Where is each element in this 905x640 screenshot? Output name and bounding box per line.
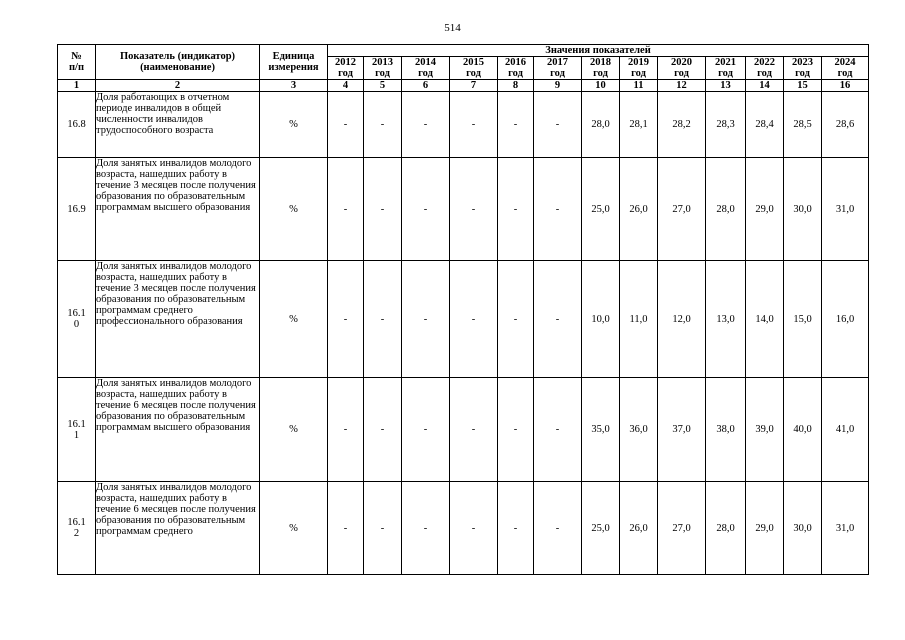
column-number: 8 [498, 80, 534, 92]
value-cell-2021: 28,3 [706, 92, 746, 158]
value-cell-2018: 10,0 [582, 261, 620, 378]
value-cell-2014: - [402, 261, 450, 378]
value-cell-2020: 27,0 [658, 158, 706, 261]
unit-cell: % [260, 378, 328, 482]
indicator-name: Доля занятых инвалидов молодого возраста, нашедших работу в течение 6 месяцев после получения образования по образовательным программам высшего образования [96, 378, 260, 482]
header-values-group: Значения показателей [328, 45, 869, 57]
header-year-suffix: год [466, 68, 481, 79]
column-number: 12 [658, 80, 706, 92]
value-cell-2021: 38,0 [706, 378, 746, 482]
header-year-suffix: год [338, 68, 353, 79]
row-number: 16.1 1 [58, 378, 96, 482]
value-cell-2014: - [402, 158, 450, 261]
column-number: 5 [364, 80, 402, 92]
value-cell-2019: 36,0 [620, 378, 658, 482]
value-cell-2012: - [328, 261, 364, 378]
value-cell-2022: 28,4 [746, 92, 784, 158]
table-body [58, 92, 869, 575]
page-number: 514 [444, 22, 461, 34]
indicator-name: Доля работающих в отчетном периоде инвалидов в общей численности инвалидов трудоспособного возраста [96, 92, 260, 158]
header-year-2013 [364, 57, 402, 80]
unit-cell: % [260, 92, 328, 158]
column-number: 3 [260, 80, 328, 92]
row-number: 16.8 [58, 92, 96, 158]
header-year-suffix: год [718, 68, 733, 79]
header-year-number: 2014 [415, 57, 436, 68]
value-cell-2017: - [534, 482, 582, 575]
indicators-table [57, 44, 869, 575]
header-indicator: Показатель (индикатор) (наименование) [96, 45, 260, 80]
header-year-2024 [822, 57, 869, 80]
value-cell-2016: - [498, 158, 534, 261]
column-number: 1 [58, 80, 96, 92]
header-year-number: 2013 [372, 57, 393, 68]
table-row [58, 482, 869, 575]
header-year-2019 [620, 57, 658, 80]
value-cell-2015: - [450, 482, 498, 575]
value-cell-2016: - [498, 92, 534, 158]
value-cell-2024: 41,0 [822, 378, 869, 482]
row-number: 16.1 2 [58, 482, 96, 575]
header-num: № п/п [58, 45, 96, 80]
table-row [58, 92, 869, 158]
value-cell-2024: 28,6 [822, 92, 869, 158]
column-number: 7 [450, 80, 498, 92]
header-year-suffix: год [508, 68, 523, 79]
value-cell-2013: - [364, 378, 402, 482]
indicator-name: Доля занятых инвалидов молодого возраста, нашедших работу в течение 3 месяцев после получения образования по образовательным программам высшего образования [96, 158, 260, 261]
header-year-suffix: год [674, 68, 689, 79]
table-row [58, 158, 869, 261]
column-number: 15 [784, 80, 822, 92]
header-year-suffix: год [837, 68, 853, 79]
header-year-number: 2017 [547, 57, 568, 68]
value-cell-2016: - [498, 261, 534, 378]
header-year-suffix: год [375, 68, 390, 79]
value-cell-2018: 35,0 [582, 378, 620, 482]
column-number: 4 [328, 80, 364, 92]
row-number: 16.9 [58, 158, 96, 261]
value-cell-2014: - [402, 92, 450, 158]
value-cell-2014: - [402, 482, 450, 575]
value-cell-2015: - [450, 378, 498, 482]
header-year-number: 2023 [792, 57, 813, 68]
value-cell-2012: - [328, 92, 364, 158]
header-year-number: 2016 [505, 57, 526, 68]
header-year-number: 2018 [590, 57, 611, 68]
value-cell-2020: 12,0 [658, 261, 706, 378]
value-cell-2024: 31,0 [822, 482, 869, 575]
value-cell-2018: 25,0 [582, 158, 620, 261]
header-year-number: 2022 [754, 57, 775, 68]
header-year-number: 2020 [671, 57, 692, 68]
column-number: 2 [96, 80, 260, 92]
header-year-2014 [402, 57, 450, 80]
value-cell-2024: 31,0 [822, 158, 869, 261]
value-cell-2023: 40,0 [784, 378, 822, 482]
value-cell-2013: - [364, 261, 402, 378]
value-cell-2022: 29,0 [746, 158, 784, 261]
value-cell-2019: 28,1 [620, 92, 658, 158]
header-year-2015 [450, 57, 498, 80]
column-number: 16 [822, 80, 869, 92]
header-year-2018 [582, 57, 620, 80]
header-year-2017 [534, 57, 582, 80]
header-year-suffix: год [550, 68, 565, 79]
header-year-number: 2015 [463, 57, 484, 68]
value-cell-2023: 15,0 [784, 261, 822, 378]
value-cell-2015: - [450, 261, 498, 378]
value-cell-2019: 11,0 [620, 261, 658, 378]
value-cell-2018: 28,0 [582, 92, 620, 158]
value-cell-2024: 16,0 [822, 261, 869, 378]
column-number: 13 [706, 80, 746, 92]
column-number: 11 [620, 80, 658, 92]
unit-cell: % [260, 158, 328, 261]
header-year-2020 [658, 57, 706, 80]
value-cell-2013: - [364, 92, 402, 158]
value-cell-2021: 13,0 [706, 261, 746, 378]
value-cell-2012: - [328, 158, 364, 261]
value-cell-2022: 29,0 [746, 482, 784, 575]
value-cell-2020: 28,2 [658, 92, 706, 158]
value-cell-2016: - [498, 482, 534, 575]
header-column-numbers [58, 80, 869, 92]
value-cell-2023: 30,0 [784, 158, 822, 261]
value-cell-2018: 25,0 [582, 482, 620, 575]
header-year-2021 [706, 57, 746, 80]
value-cell-2015: - [450, 92, 498, 158]
unit-cell: % [260, 482, 328, 575]
value-cell-2015: - [450, 158, 498, 261]
indicator-name: Доля занятых инвалидов молодого возраста, нашедших работу в течение 6 месяцев после получения образования по образовательным программам среднего [96, 482, 260, 575]
header-year-suffix: год [631, 68, 646, 79]
header-year-suffix: год [593, 68, 608, 79]
header-year-number: 2024 [834, 57, 856, 68]
header-unit: Единица измерения [260, 45, 328, 80]
value-cell-2017: - [534, 92, 582, 158]
value-cell-2021: 28,0 [706, 158, 746, 261]
indicator-name: Доля занятых инвалидов молодого возраста, нашедших работу в течение 3 месяцев после получения образования по образовательным программам среднего профессионального образования [96, 261, 260, 378]
value-cell-2022: 39,0 [746, 378, 784, 482]
unit-cell: % [260, 261, 328, 378]
column-number: 9 [534, 80, 582, 92]
row-number: 16.1 0 [58, 261, 96, 378]
header-year-number: 2021 [715, 57, 736, 68]
value-cell-2012: - [328, 378, 364, 482]
header-year-2016 [498, 57, 534, 80]
header-year-suffix: год [418, 68, 433, 79]
value-cell-2021: 28,0 [706, 482, 746, 575]
value-cell-2022: 14,0 [746, 261, 784, 378]
column-number: 10 [582, 80, 620, 92]
table-row [58, 378, 869, 482]
value-cell-2014: - [402, 378, 450, 482]
header-year-2012 [328, 57, 364, 80]
header-year-number: 2019 [628, 57, 649, 68]
header-year-suffix: год [795, 68, 810, 79]
value-cell-2012: - [328, 482, 364, 575]
value-cell-2023: 30,0 [784, 482, 822, 575]
value-cell-2017: - [534, 378, 582, 482]
value-cell-2023: 28,5 [784, 92, 822, 158]
value-cell-2019: 26,0 [620, 482, 658, 575]
header-year-2022 [746, 57, 784, 80]
header-year-suffix: год [757, 68, 772, 79]
value-cell-2016: - [498, 378, 534, 482]
value-cell-2017: - [534, 158, 582, 261]
column-number: 6 [402, 80, 450, 92]
value-cell-2013: - [364, 482, 402, 575]
header-year-2023 [784, 57, 822, 80]
value-cell-2020: 37,0 [658, 378, 706, 482]
value-cell-2017: - [534, 261, 582, 378]
value-cell-2019: 26,0 [620, 158, 658, 261]
header-row-top [58, 45, 869, 57]
table-row [58, 261, 869, 378]
value-cell-2020: 27,0 [658, 482, 706, 575]
value-cell-2013: - [364, 158, 402, 261]
column-number: 14 [746, 80, 784, 92]
header-year-number: 2012 [335, 57, 356, 68]
